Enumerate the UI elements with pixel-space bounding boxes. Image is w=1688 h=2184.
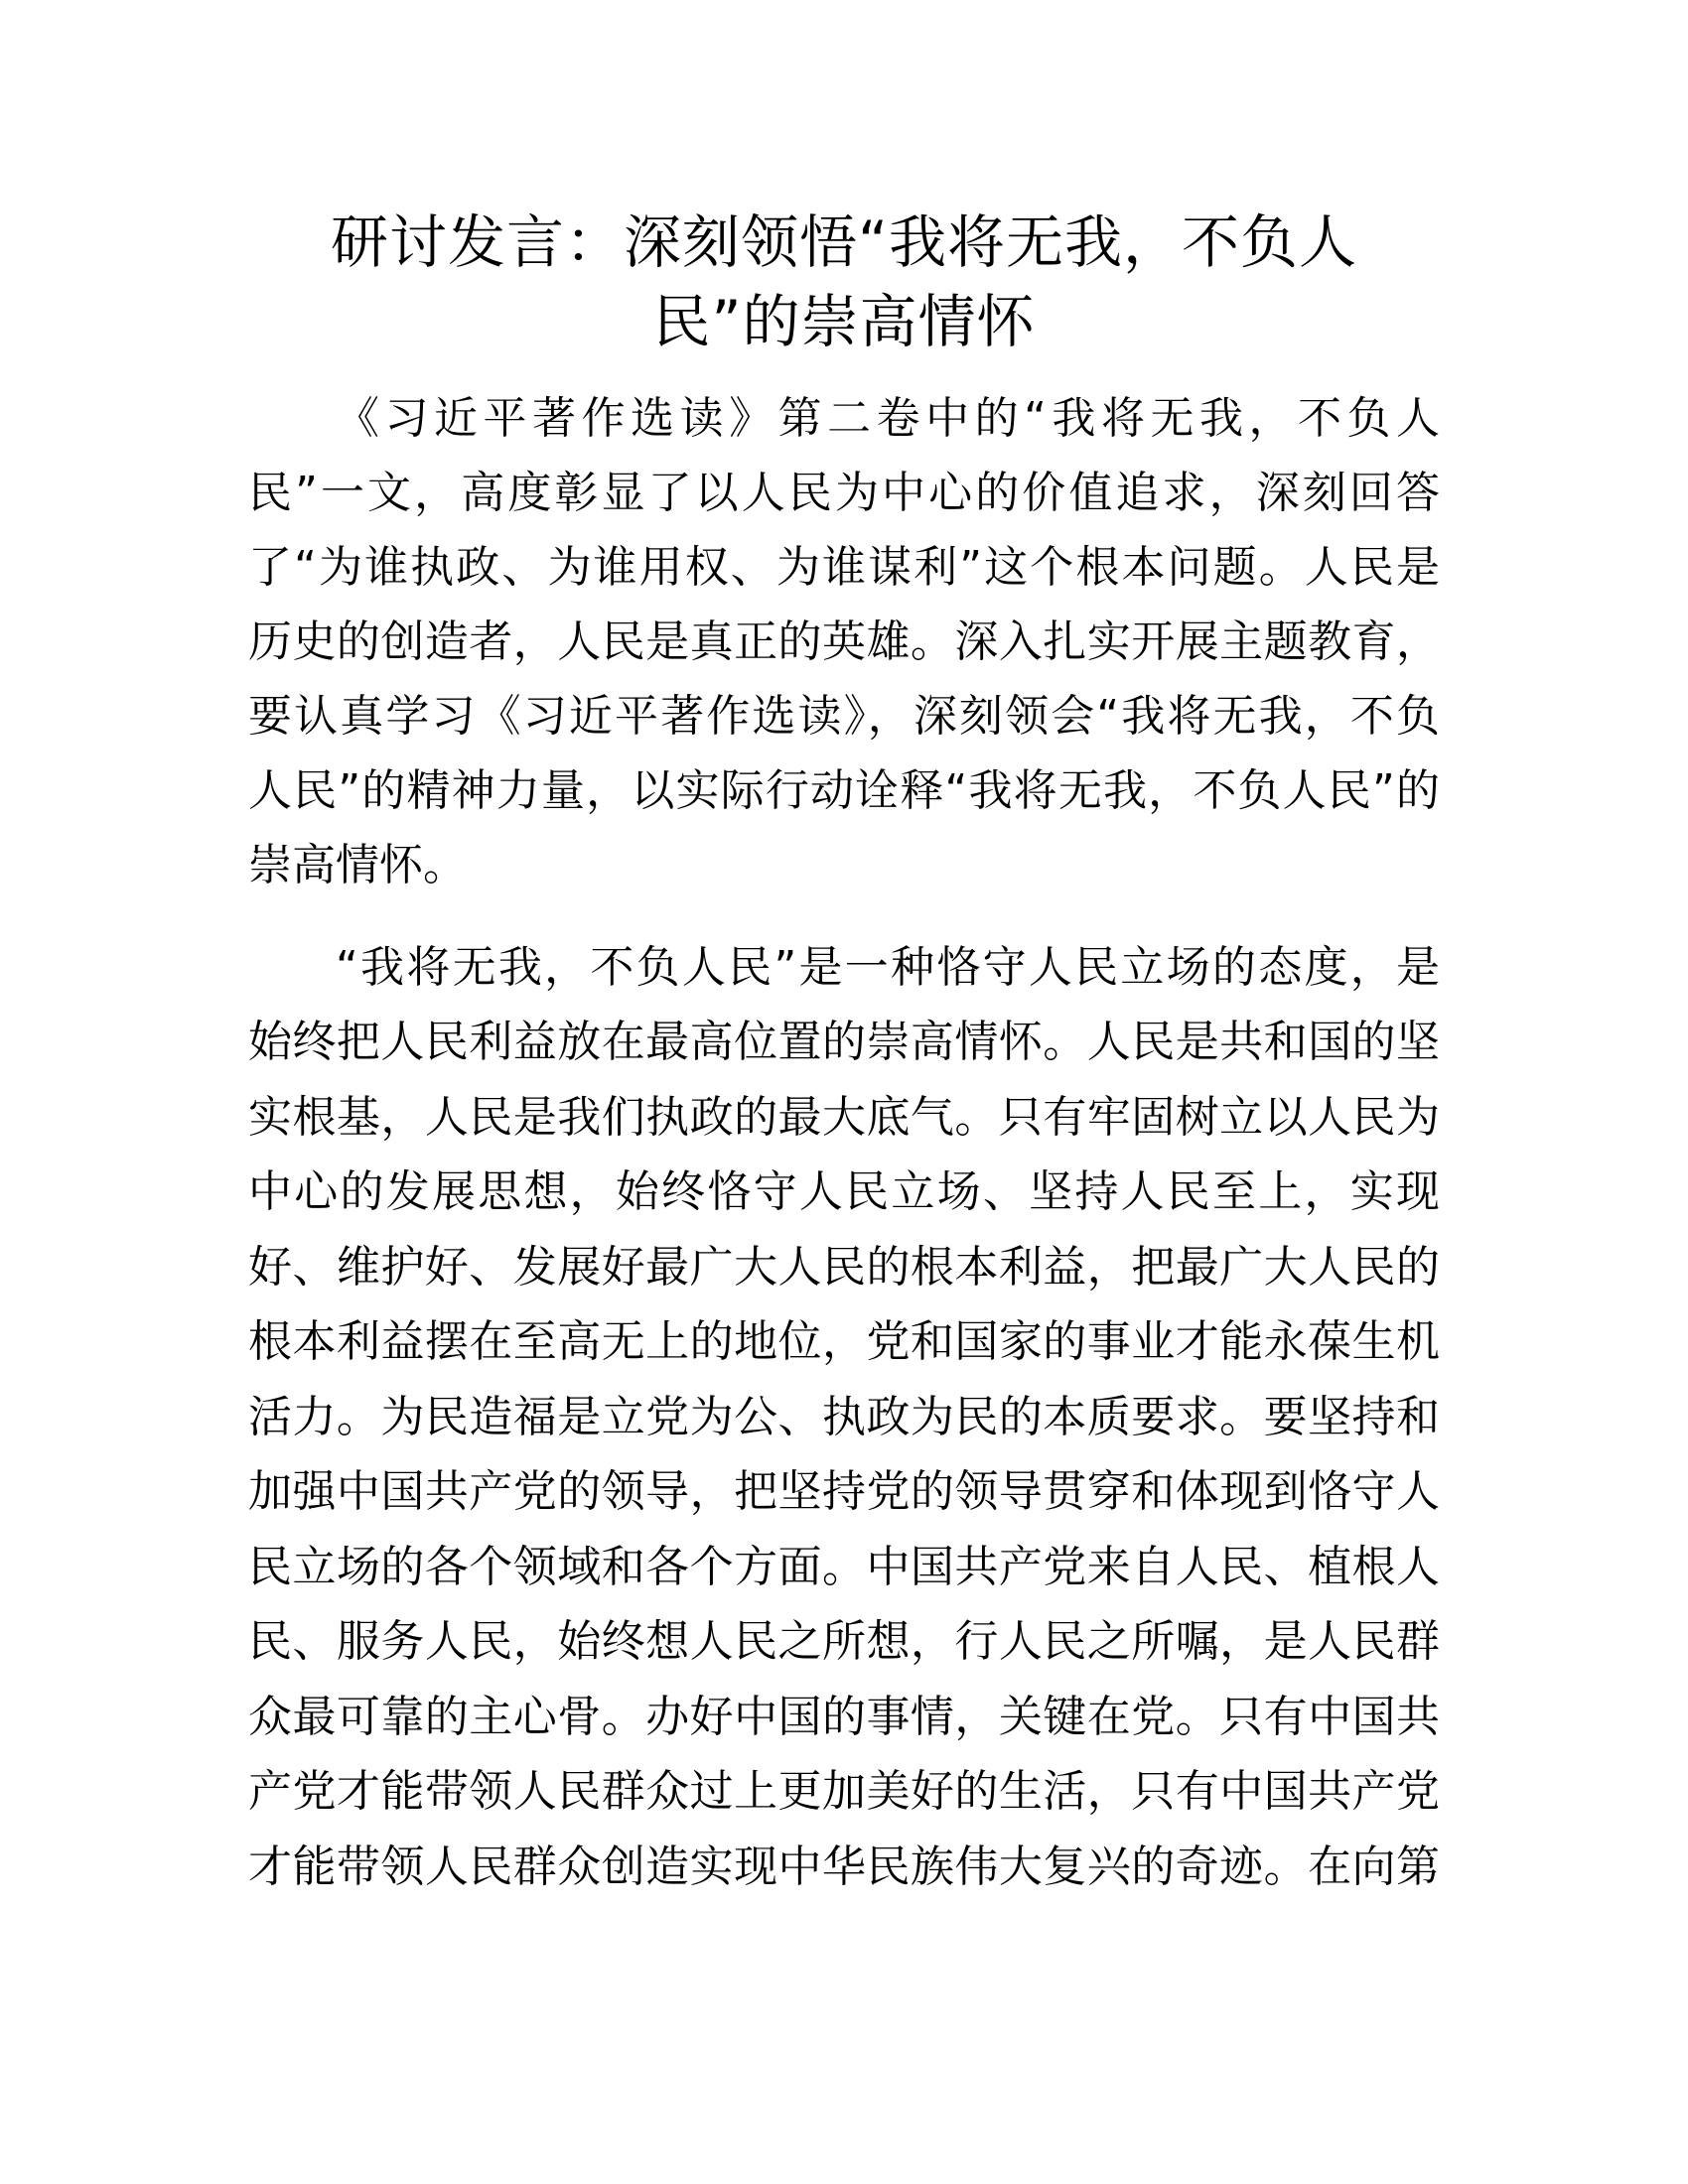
paragraph-2-line-10: 民、服务人民，始终想人民之所想，行人民之所嘱，是人民群 [248, 1616, 1440, 1667]
paragraph-2-line-6: 根本利益摆在至高无上的地位，党和国家的事业才能永葆生机 [248, 1316, 1440, 1367]
paragraph-2-line-9: 民立场的各个领域和各个方面。中国共产党来自人民、植根人 [248, 1542, 1440, 1592]
paragraph-2-line-12: 产党才能带领人民群众过上更加美好的生活，只有中国共产党 [248, 1766, 1440, 1817]
paragraph-1-line-1: 《习近平著作选读》第二卷中的“我将无我，不负人 [336, 393, 1440, 444]
paragraph-2-line-7: 活力。为民造福是立党为公、执政为民的本质要求。要坚持和 [248, 1392, 1440, 1442]
paragraph-1-line-2: 民”一文，高度彰显了以人民为中心的价值追求，深刻回答 [248, 468, 1440, 518]
paragraph-1-line-5: 要认真学习《习近平著作选读》，深刻领会“我将无我，不负 [248, 691, 1440, 742]
paragraph-1-line-7: 崇高情怀。 [248, 840, 467, 890]
paragraph-2-line-4: 中心的发展思想，始终恪守人民立场、坚持人民至上，实现 [248, 1166, 1440, 1217]
paragraph-2-line-13: 才能带领人民群众创造实现中华民族伟大复兴的奇迹。在向第 [248, 1842, 1440, 1892]
paragraph-2-line-1: “我将无我，不负人民”是一种恪守人民立场的态度，是 [336, 942, 1440, 993]
paragraph-2-line-2: 始终把人民利益放在最高位置的崇高情怀。人民是共和国的坚 [248, 1017, 1440, 1067]
paragraph-2-line-5: 好、维护好、发展好最广大人民的根本利益，把最广大人民的 [248, 1242, 1440, 1293]
paragraph-2-line-8: 加强中国共产党的领导，把坚持党的领导贯穿和体现到恪守人 [248, 1466, 1440, 1517]
document-title-line-2: 民”的崇高情怀 [652, 288, 1036, 355]
paragraph-2-line-3: 实根基，人民是我们执政的最大底气。只有牢固树立以人民为 [248, 1092, 1440, 1143]
document-title-line-1: 研讨发言：深刻领悟“我将无我，不负人 [330, 208, 1358, 276]
paragraph-1-line-3: 了“为谁执政、为谁用权、为谁谋利”这个根本问题。人民是 [248, 542, 1440, 593]
paragraph-1-line-6: 人民”的精神力量，以实际行动诠释“我将无我，不负人民”的 [248, 765, 1440, 816]
paragraph-2-line-11: 众最可靠的主心骨。办好中国的事情，关键在党。只有中国共 [248, 1692, 1440, 1742]
paragraph-1-line-4: 历史的创造者，人民是真正的英雄。深入扎实开展主题教育， [248, 616, 1440, 667]
